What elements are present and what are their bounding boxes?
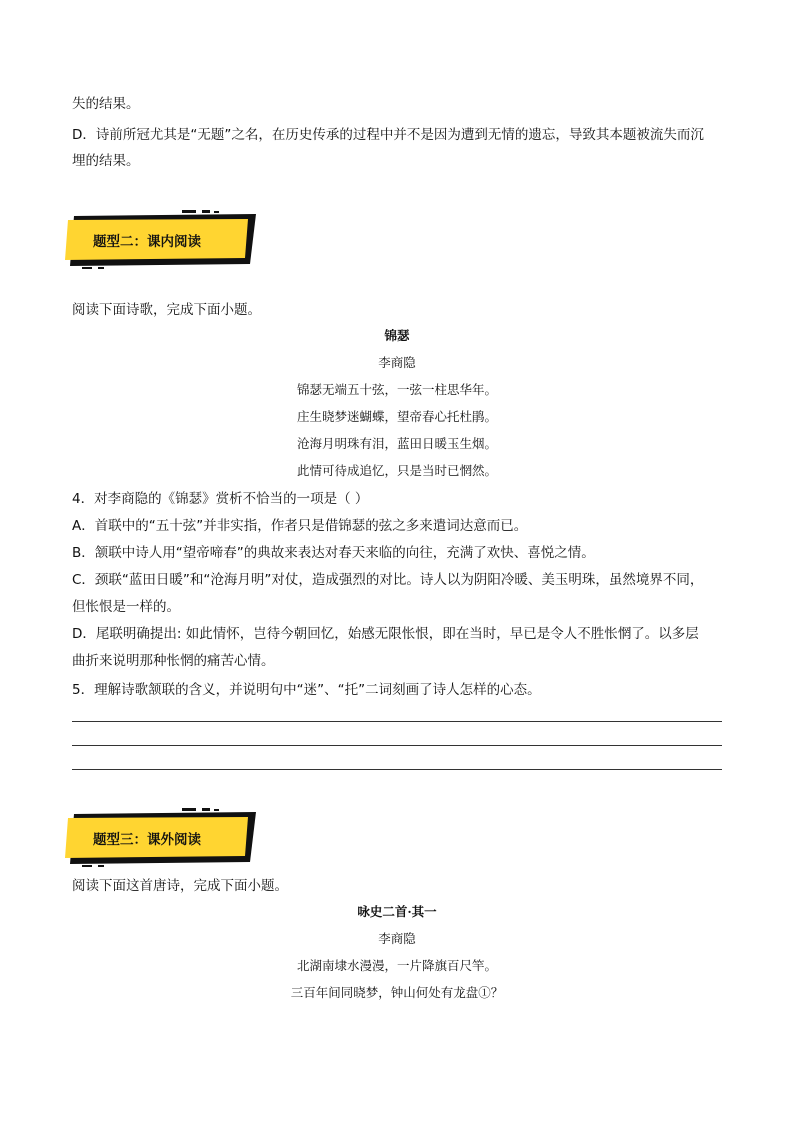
question-stem: 5．理解诗歌颔联的含义，并说明句中“迷”、“托”二词刻画了诗人怎样的心态。 (72, 682, 541, 698)
section-title: 题型二：课内阅读 (93, 234, 201, 250)
question-stem: 4．对李商隐的《锦瑟》赏析不恰当的一项是（ ） (72, 491, 369, 507)
option-text: D．诗前所冠尤其是“无题”之名，在历史传承的过程中并不是因为遭到无情的遗忘，导致其本题被流失而沉 (72, 127, 704, 143)
poem-line: 锦瑟无端五十弦，一弦一柱思华年。 (296, 382, 497, 397)
reading-instruction: 阅读下面这首唐诗，完成下面小题。 (72, 878, 288, 894)
option-d-continued: 曲折来说明那种怅惘的痛苦心情。 (72, 653, 275, 669)
option-d: D．尾联明确提出: 如此情怀，岂待今朝回忆，始感无限怅恨，即在当时，早已是令人不胜怅惘了。以多层 (72, 626, 699, 642)
poem-line: 北湖南埭水漫漫，一片降旗百尺竿。 (296, 958, 497, 973)
option-c-continued: 但怅恨是一样的。 (72, 599, 180, 615)
section-banner (62, 210, 258, 270)
poem-line: 三百年间同晓梦，钟山何处有龙盘①？ (290, 985, 504, 1000)
poem-title: 锦瑟 (384, 328, 410, 343)
poem-line: 此情可待成追忆，只是当时已惘然。 (296, 463, 497, 478)
poem-author: 李商隐 (378, 931, 416, 946)
option-text: 失的结果。 (72, 96, 140, 112)
option-b: B．颔联中诗人用“望帝啼春”的典故来表达对春天来临的向往，充满了欢快、喜悦之情。 (72, 545, 595, 561)
reading-instruction: 阅读下面诗歌，完成下面小题。 (72, 302, 261, 318)
poem-title: 咏史二首·其一 (357, 904, 437, 919)
section-title: 题型三：课外阅读 (93, 832, 201, 848)
option-text: 埋的结果。 (72, 153, 140, 169)
answer-line[interactable] (72, 721, 722, 722)
poem-line: 沧海月明珠有泪，蓝田日暖玉生烟。 (296, 436, 497, 451)
section-banner (62, 808, 258, 868)
option-a: A．首联中的“五十弦”并非实指，作者只是借锦瑟的弦之多来遣词达意而已。 (72, 518, 528, 534)
poem-line: 庄生晓梦迷蝴蝶，望帝春心托杜鹃。 (296, 409, 497, 424)
answer-line[interactable] (72, 745, 722, 746)
option-c: C．颈联“蓝田日暖”和“沧海月明”对仗，造成强烈的对比。诗人以为阴阳冷暖、美玉明珠，虽然境界不同， (72, 572, 704, 588)
poem-author: 李商隐 (378, 355, 416, 370)
answer-line[interactable] (72, 769, 722, 770)
